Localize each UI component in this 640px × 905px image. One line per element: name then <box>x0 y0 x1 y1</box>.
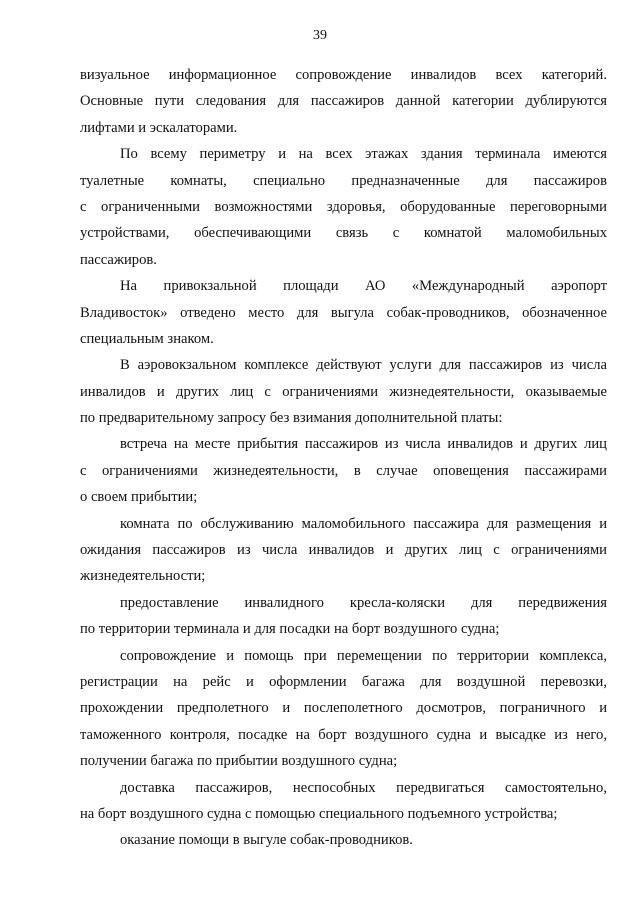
text-line: жизнедеятельности; <box>80 568 206 585</box>
text-line: лифтами и эскалаторами. <box>80 119 238 136</box>
paragraph <box>80 775 607 828</box>
text-line: Основные пути следования для пассажиров данной категории дублируются <box>80 93 607 110</box>
text-line: Владивосток» отведено место для выгула собак-проводников, обозначенное <box>80 304 607 321</box>
paragraph <box>80 273 607 352</box>
text-line: туалетные комнаты, специально предназначенные для пассажиров <box>80 172 607 189</box>
paragraph <box>80 352 607 431</box>
paragraph <box>80 62 607 141</box>
text-line: ожидания пассажиров из числа инвалидов и других лиц с ограничениями <box>80 542 607 559</box>
text-line: По всему периметру и на всех этажах здания терминала имеются <box>120 146 607 163</box>
text-line: инвалидов и других лиц с ограничениями жизнедеятельности, оказываемые <box>80 383 607 400</box>
text-line: специальным знаком. <box>80 330 214 347</box>
text-line: по территории терминала и для посадки на борт воздушного судна; <box>80 621 500 638</box>
text-line: встреча на месте прибытия пассажиров из числа инвалидов и других лиц <box>120 436 607 453</box>
text-line: с ограничениями жизнедеятельности, в случае оповещения пассажирами <box>80 462 607 479</box>
text-line: прохождении предполетного и послеполетного досмотров, пограничного и <box>80 700 607 717</box>
text-line: устройствами, обеспечивающими связь с комнатой маломобильных <box>80 225 607 242</box>
text-line: На привокзальной площади АО «Международный аэропорт <box>120 278 607 295</box>
text-line: В аэровокзальном комплексе действуют услуги для пассажиров из числа <box>120 357 607 374</box>
paragraph <box>80 590 607 643</box>
text-line: на борт воздушного судна с помощью специального подъемного устройства; <box>80 805 558 822</box>
text-line: о своем прибытии; <box>80 489 198 506</box>
paragraph <box>80 431 607 510</box>
text-line: визуальное информационное сопровождение инвалидов всех категорий. <box>80 67 607 83</box>
text-line: доставка пассажиров, неспособных передвигаться самостоятельно, <box>120 779 607 796</box>
paragraph <box>80 141 607 273</box>
text-line: по предварительному запросу без взимания дополнительной платы: <box>80 410 503 427</box>
paragraph <box>80 511 607 590</box>
text-line: с ограниченными возможностями здоровья, оборудованные переговорными <box>80 198 607 215</box>
text-line: оказание помощи в выгуле собак-проводников. <box>120 832 413 849</box>
text-line: получении багажа по прибытии воздушного судна; <box>80 753 398 770</box>
text-line: таможенного контроля, посадке на борт воздушного судна и высадке из него, <box>80 726 607 743</box>
text-line: предоставление инвалидного кресла-коляски для передвижения <box>120 594 607 611</box>
paragraph <box>80 827 607 853</box>
text-line: пассажиров. <box>80 251 157 268</box>
text-line: комната по обслуживанию маломобильного пассажира для размещения и <box>120 515 607 532</box>
page-number: 39 <box>313 28 327 43</box>
text-line: регистрации на рейс и оформлении багажа для воздушной перевозки, <box>80 673 607 690</box>
text-line: сопровождение и помощь при перемещении по территории комплекса, <box>120 647 607 664</box>
document-body <box>80 62 607 854</box>
paragraph <box>80 643 607 775</box>
